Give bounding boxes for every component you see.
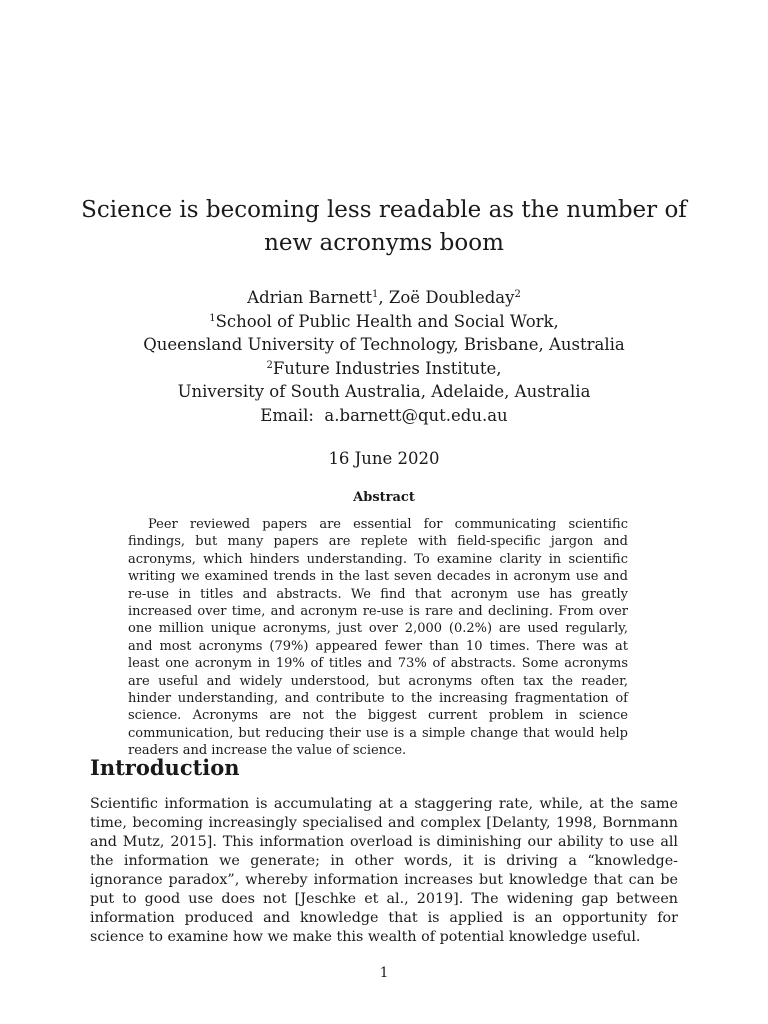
page-number: 1: [379, 965, 389, 981]
author-name: Adrian Barnett: [247, 288, 373, 307]
affiliation-text: Future Industries Institute,: [272, 358, 502, 378]
introduction-text: Scientific information is accumulating at a staggering rate, while, at the same time, becoming increasingly specialised and complex [Delanty, 1998, Bornmann and Mutz, 2015]. This information overload is diminishing our ability to use all the information we generate; in other words, it is driving a “knowledge-ignorance paradox”, whereby information increases but knowledge that can be put to good use does not [Jeschke et al., 2019]. The widening gap between information produced and knowledge that is applied is an opportunity for science to examine how we make this wealth of potential knowledge useful.: [90, 796, 678, 945]
publication-date: 16 June 2020: [328, 449, 440, 468]
abstract-heading: Abstract: [353, 490, 415, 505]
author-separator: ,: [378, 288, 389, 307]
author-line: [60, 286, 708, 310]
author-block: [60, 286, 708, 427]
affiliation-mark: 2: [514, 289, 521, 300]
abstract-text: Peer reviewed papers are essential for communicating scientific findings, but many papers are replete with field-specific jargon and acronyms, which hinders understanding. To examine clarity in scientific writing we examined trends in the last seven decades in acronym use and re-use in titles and abstracts. We find that acronym use has greatly increased over time, and acronym re-use is rare and declining. From over one million unique acronyms, just over 2,000 (0.2%) are used regularly, and most acronyms (79%) appeared fewer than 10 times. There was at least one acronym in 19% of titles and 73% of abstracts. Some acronyms are useful and widely understood, but acronyms often tax the reader, hinder understanding, and contribute to the increasing fragmentation of science. Acronyms are not the biggest current problem in science communication, but reducing their use is a simple change that would help readers and increase the value of science.: [128, 517, 628, 759]
affiliation-mark: 2: [266, 359, 273, 371]
affiliation-line: University of South Australia, Adelaide, Australia: [177, 382, 591, 401]
affiliation-line: [60, 357, 708, 381]
email-line: Email: a.barnett@qut.edu.au: [260, 405, 508, 425]
author-name: Zoë Doubleday: [388, 288, 515, 307]
section-heading-introduction: Introduction: [90, 755, 240, 780]
affiliation-mark: 1: [209, 312, 216, 324]
affiliation-line: Queensland University of Technology, Brisbane, Australia: [143, 335, 625, 354]
affiliation-line: [60, 310, 708, 334]
affiliation-mark: 1: [372, 289, 379, 300]
paper-title: Science is becoming less readable as the number of new acronyms boom: [81, 197, 687, 256]
affiliation-text: School of Public Health and Social Work,: [215, 311, 559, 331]
